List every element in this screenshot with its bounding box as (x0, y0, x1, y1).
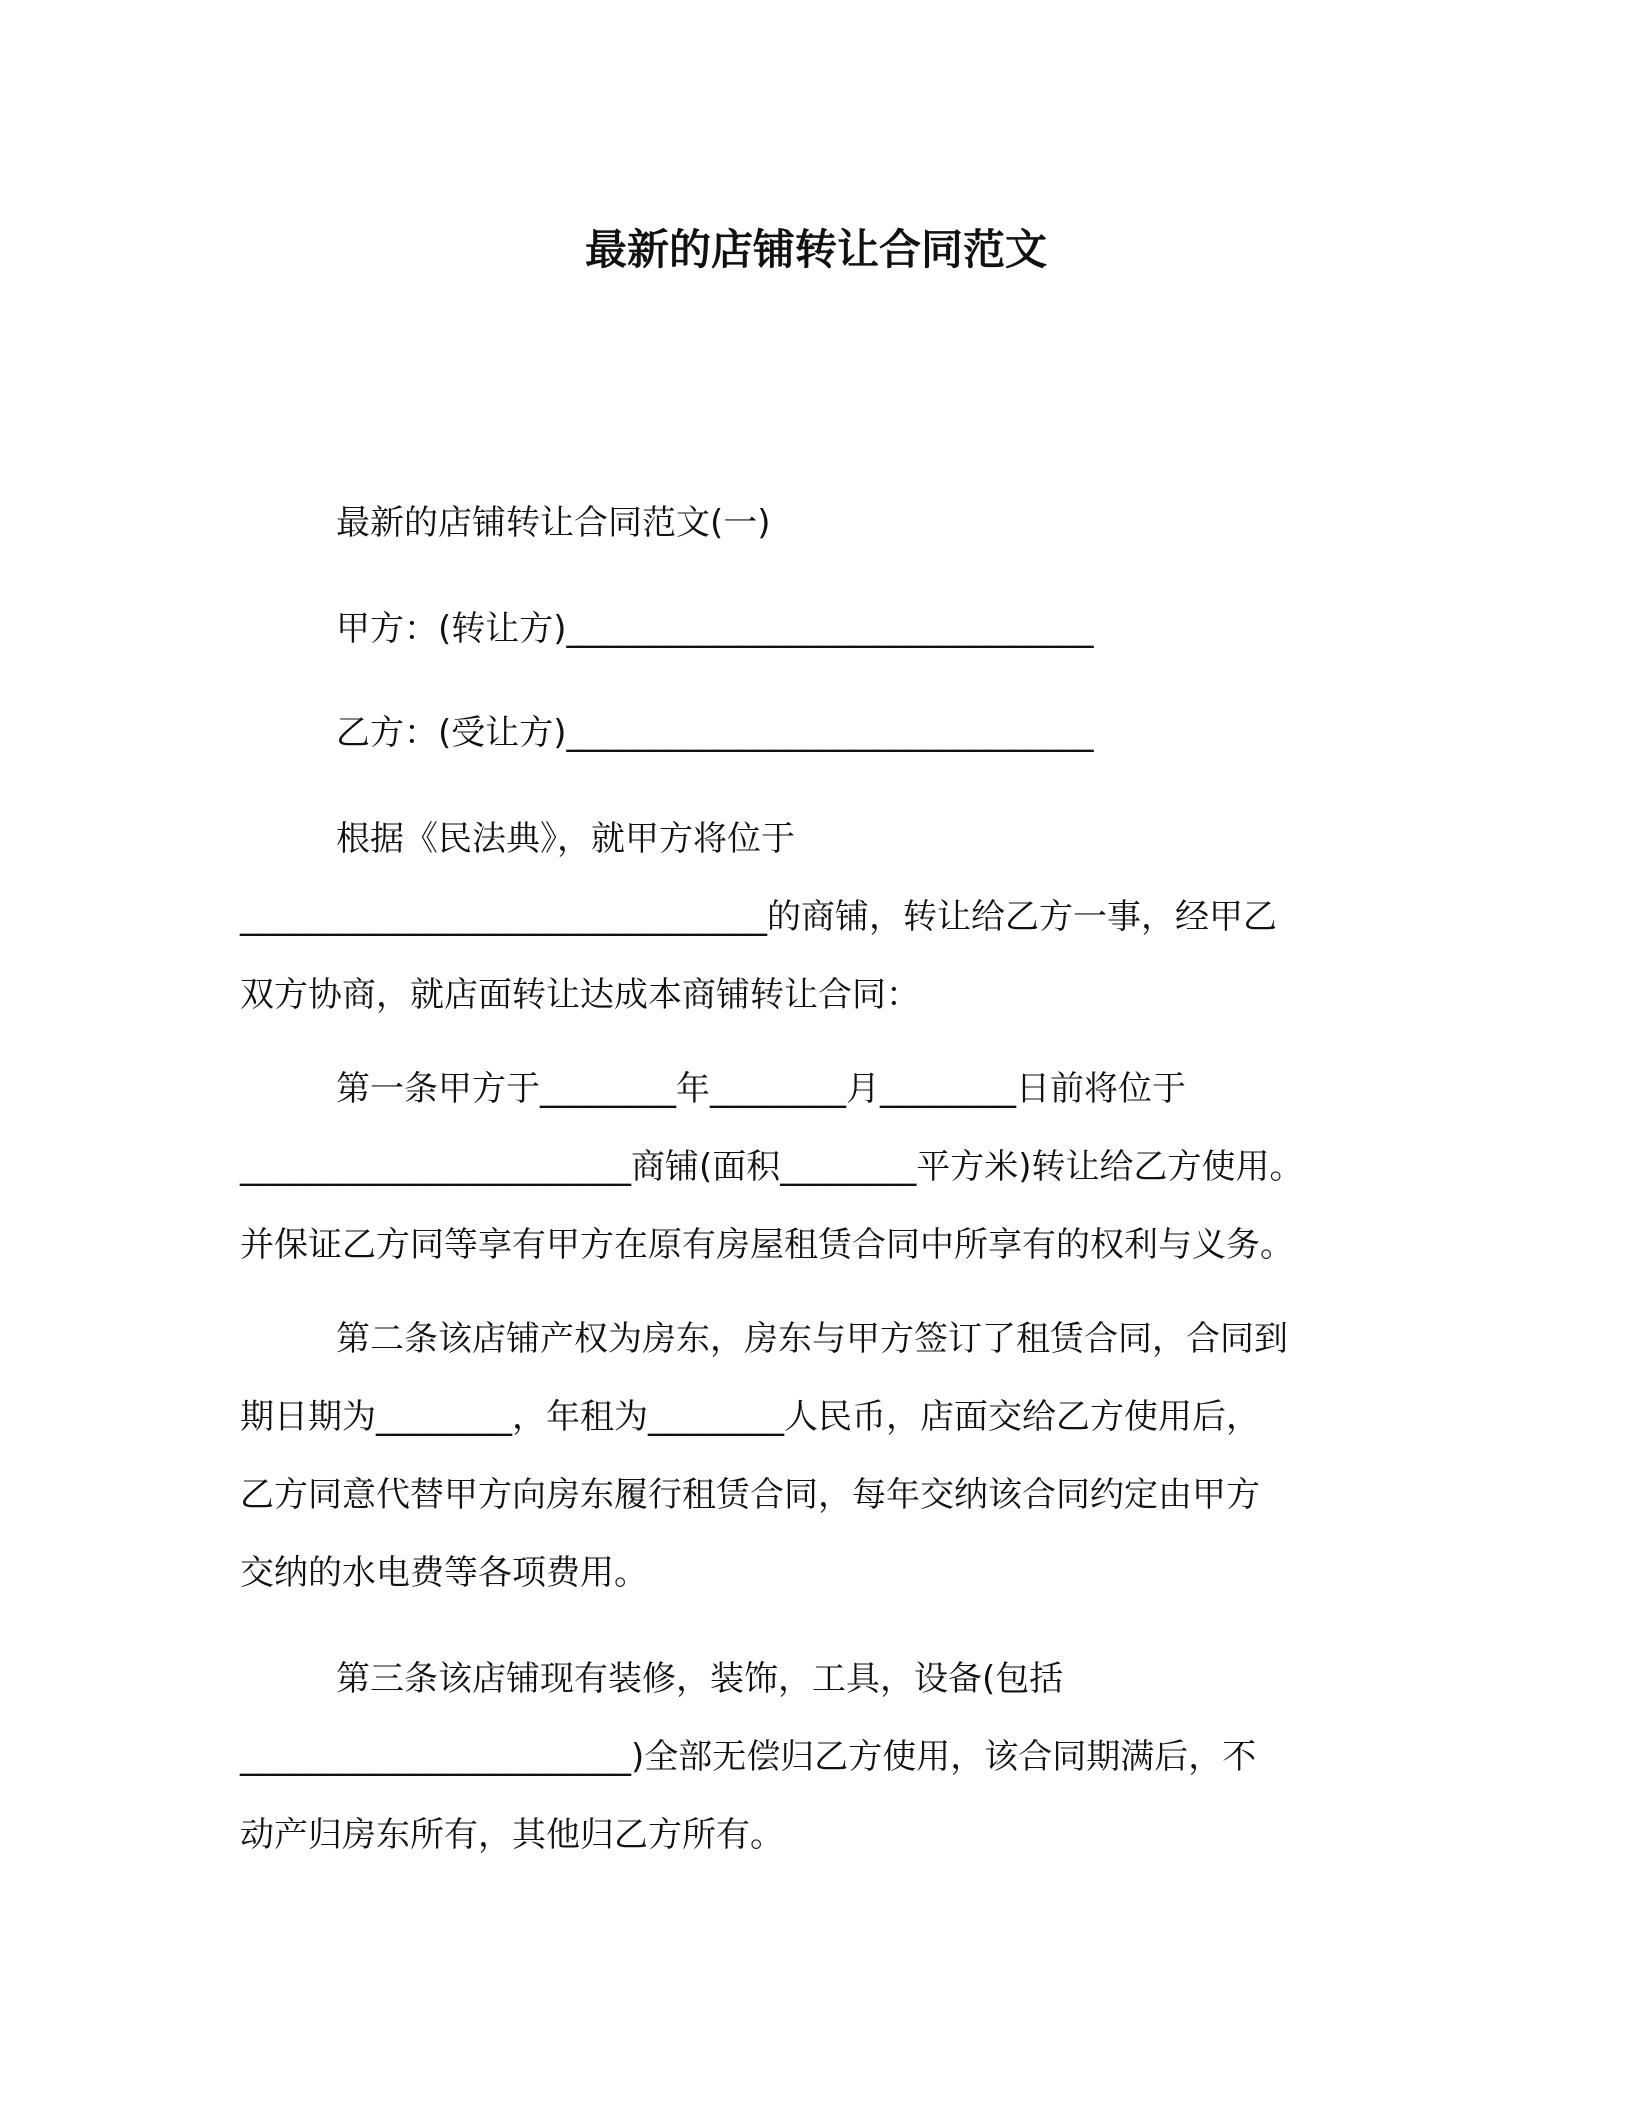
article-3-line-3: 动产归房东所有，其他归乙方所有。 (240, 1815, 784, 1855)
subtitle-text: 最新的店铺转让合同范文(一) (336, 503, 771, 543)
article-3-paragraph (240, 1640, 1420, 1874)
party-b-line (240, 694, 1420, 772)
article-1-line-1: 第一条甲方于________年________月________日前将位于 (336, 1069, 1186, 1109)
article-3-line-2: _______________________)全部无偿归乙方使用，该合同期满后，不 (240, 1737, 1257, 1777)
article-1-line-3: 并保证乙方同等享有甲方在原有房屋租赁合同中所享有的权利与义务。 (240, 1225, 1294, 1265)
document-title: 最新的店铺转让合同范文 (584, 225, 1047, 274)
article-2-line-1: 第二条该店铺产权为房东，房东与甲方签订了租赁合同，合同到 (336, 1319, 1288, 1359)
article-1-paragraph (240, 1050, 1420, 1284)
party-b-text: 乙方：(受让方)_______________________________ (336, 713, 1094, 753)
intro-line-3: 双方协商，就店面转让达成本商铺转让合同： (240, 975, 920, 1015)
party-a-text: 甲方：(转让方)_______________________________ (336, 609, 1094, 649)
article-2-line-3: 乙方同意代替甲方向房东履行租赁合同，每年交纳该合同约定由甲方 (240, 1475, 1260, 1515)
party-a-line (240, 590, 1420, 668)
article-2-line-4: 交纳的水电费等各项费用。 (240, 1553, 648, 1593)
intro-paragraph (240, 800, 1420, 1034)
intro-line-1: 根据《民法典》，就甲方将位于 (336, 819, 795, 859)
article-3-line-1: 第三条该店铺现有装修，装饰，工具，设备(包括 (336, 1659, 1064, 1699)
intro-line-2: _______________________________的商铺，转让给乙方一事，经甲乙 (240, 897, 1277, 937)
article-1-line-2: _______________________商铺(面积________平方米)转让给乙方使用。 (240, 1147, 1304, 1187)
contract-subtitle (240, 484, 1420, 562)
article-2-paragraph (240, 1300, 1420, 1612)
article-2-line-2: 期日期为________，年租为________人民币，店面交给乙方使用后， (240, 1397, 1260, 1437)
